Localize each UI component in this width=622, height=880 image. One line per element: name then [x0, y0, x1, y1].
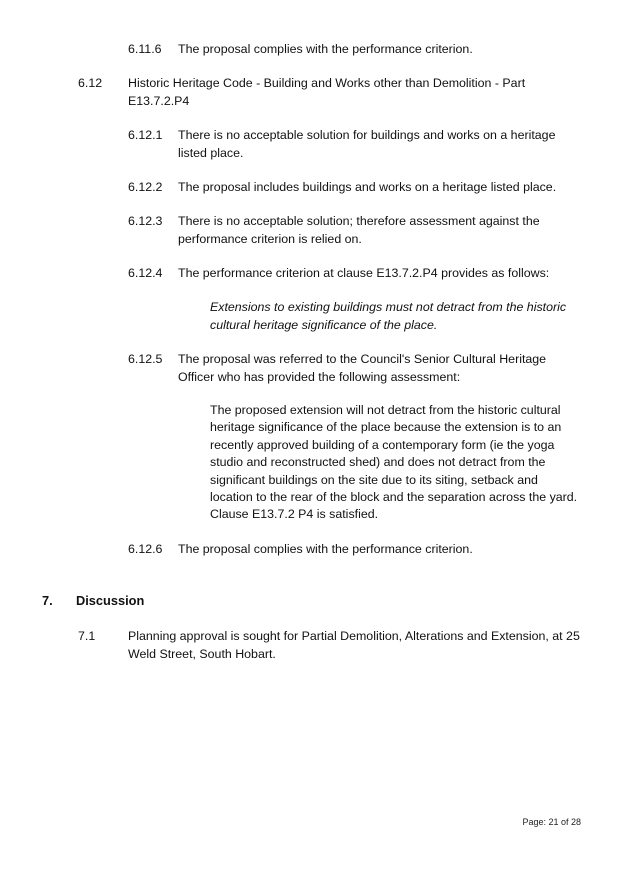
item-number: 6.12.2: [128, 180, 163, 194]
item-text: The performance criterion at clause E13.7.2.P4 provides as follows:: [178, 266, 550, 280]
section-number: 7.: [42, 593, 53, 608]
criterion-quote: Extensions to existing buildings must not detract from the historic cultural heritage significance of the place.: [210, 300, 567, 332]
item-number: 6.12.3: [128, 214, 163, 228]
item-text: The proposal was referred to the Council's Senior Cultural Heritage Officer who has provided the following assessment:: [178, 352, 547, 384]
page-footer: Page: 21 of 28: [522, 817, 581, 827]
item-text: The proposal complies with the performance criterion.: [178, 42, 473, 56]
assessment-quote: The proposed extension will not detract from the historic cultural heritage significance of the place because the extension is to an recently approved building of a contemporary form (ie the yoga studio and reconstructed shed) and does not detract from the significant buildings on the site due to its siting, setback and location to the rear of the block and the separation across the yard. Clause E13.7.2 P4 is satisfied.: [210, 403, 578, 522]
item-number: 6.11.6: [128, 42, 162, 56]
item-text: Historic Heritage Code - Building and Works other than Demolition - Part E13.7.2.P4: [128, 76, 526, 108]
item-text: The proposal includes buildings and works on a heritage listed place.: [178, 180, 557, 194]
item-number: 6.12.4: [128, 266, 163, 280]
item-text: Planning approval is sought for Partial Demolition, Alterations and Extension, at 25 Weld Street, South Hobart.: [128, 629, 580, 661]
item-number: 7.1: [78, 629, 96, 643]
item-number: 6.12.6: [128, 542, 163, 556]
item-text: There is no acceptable solution; therefore assessment against the performance criterion is relied on.: [178, 214, 540, 246]
item-number: 6.12.5: [128, 352, 163, 366]
item-number: 6.12: [78, 76, 103, 90]
item-text: There is no acceptable solution for buildings and works on a heritage listed place.: [178, 128, 556, 160]
item-number: 6.12.1: [128, 128, 163, 142]
item-text: The proposal complies with the performance criterion.: [178, 542, 473, 556]
section-title: Discussion: [76, 593, 145, 608]
